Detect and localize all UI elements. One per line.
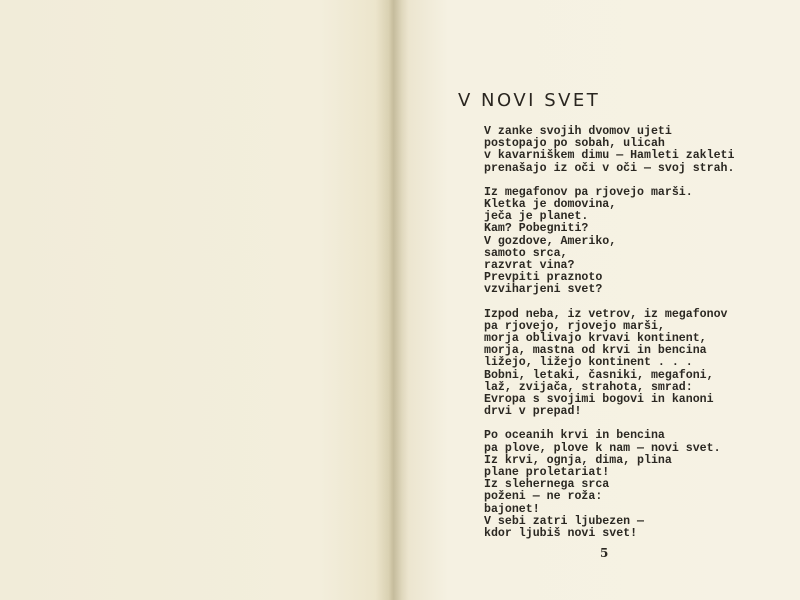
poem-line: vzviharjeni svet?	[484, 283, 603, 297]
poem-line: v kavarniškem dimu — Hamleti zakleti	[484, 149, 735, 163]
poem-line: V gozdove, Ameriko,	[484, 234, 617, 248]
left-page-blank	[0, 0, 392, 600]
poem-line: bajonet!	[484, 502, 540, 516]
poem-line: V sebi zatri ljubezen —	[484, 514, 645, 528]
poem-line: laž, zvijača, strahota, smrad:	[484, 380, 693, 394]
poem-line: Iz krvi, ognja, dima, plina	[484, 453, 672, 467]
poem-line: Bobni, letaki, časniki, megafoni,	[484, 368, 714, 382]
poem-line: razvrat vina?	[484, 259, 575, 273]
stanza-4	[484, 430, 784, 540]
poem-line: ječa je planet.	[484, 210, 589, 224]
poem-line: Iz slehernega srca	[484, 478, 610, 492]
stanza-1	[484, 126, 784, 175]
poem-line: Po oceanih krvi in bencina	[484, 429, 665, 443]
poem-line: kdor ljubiš novi svet!	[484, 527, 638, 541]
poem-line: poženi — ne roža:	[484, 490, 603, 504]
poem-line: drvi v prepad!	[484, 405, 582, 419]
poem-line: Kam? Pobegniti?	[484, 222, 589, 236]
poem-body	[484, 126, 784, 552]
page-number: 5	[600, 546, 609, 560]
poem-line: morja oblivajo krvavi kontinent,	[484, 332, 707, 346]
poem-line: Kletka je domovina,	[484, 198, 617, 212]
poem-line: plane proletariat!	[484, 466, 610, 480]
poem-title: V NOVI SVET	[458, 90, 601, 111]
stanza-2	[484, 187, 784, 297]
poem-line: samoto srca,	[484, 246, 568, 260]
poem-line: Izpod neba, iz vetrov, iz megafonov	[484, 307, 728, 321]
book-gutter	[375, 0, 409, 600]
poem-line: V zanke svojih dvomov ujeti	[484, 125, 672, 138]
poem-line: pa rjovejo, rjovejo marši,	[484, 319, 665, 333]
poem-line: Prevpiti praznoto	[484, 271, 603, 285]
poem-line: postopajo po sobah, ulicah	[484, 137, 665, 151]
stanza-3	[484, 309, 784, 419]
poem-line: morja, mastna od krvi in bencina	[484, 344, 707, 358]
poem-line: Iz megafonov pa rjovejo marši.	[484, 185, 693, 199]
poem-line: pa plove, plove k nam — novi svet.	[484, 441, 721, 455]
poem-line: Evropa s svojimi bogovi in kanoni	[484, 393, 714, 407]
poem-line: prenašajo iz oči v oči — svoj strah.	[484, 161, 735, 175]
poem-line: ližejo, ližejo kontinent . . .	[484, 356, 693, 370]
